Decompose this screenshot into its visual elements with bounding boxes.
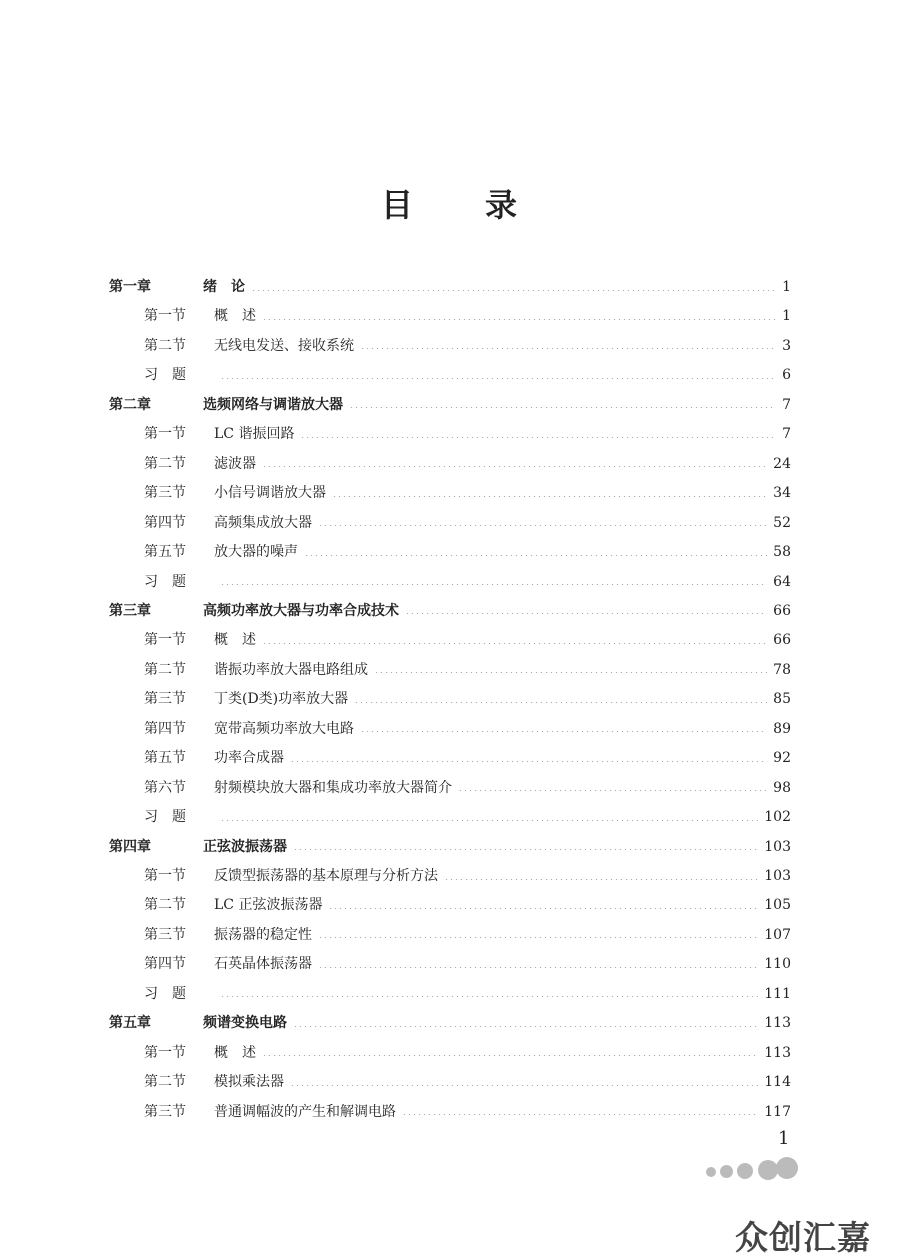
toc-entry-page: 6 <box>782 367 791 384</box>
toc-entry-page: 52 <box>773 514 791 531</box>
toc-entry-title: 模拟乘法器 <box>214 1074 284 1091</box>
decoration-dot <box>737 1163 753 1179</box>
toc-section-row <box>144 452 791 476</box>
toc-chapter-row <box>109 1011 791 1035</box>
toc-section-row <box>144 1070 791 1094</box>
toc-entry-title: 石英晶体振荡器 <box>214 956 312 973</box>
decoration-dot <box>706 1167 716 1177</box>
toc-entry-number: 第四章 <box>109 838 151 855</box>
toc-section-row <box>144 540 791 564</box>
toc-entry-page: 78 <box>773 661 791 678</box>
toc-entry-page: 85 <box>773 691 791 708</box>
decoration-dot <box>720 1165 733 1178</box>
toc-section-row <box>144 982 791 1006</box>
decoration-dot <box>776 1157 798 1179</box>
toc-entry-label <box>144 481 326 505</box>
dot-leader <box>360 348 776 349</box>
toc-entry-label <box>144 982 214 1006</box>
toc-entry-title: 绪 论 <box>203 279 245 295</box>
toc-entry-title: 频谱变换电路 <box>203 1015 287 1032</box>
toc-entry-title: 反馈型振荡器的基本原理与分析方法 <box>214 868 438 884</box>
dot-leader <box>220 584 767 585</box>
toc-entry-page: 103 <box>764 838 791 855</box>
toc-section-row <box>144 481 791 505</box>
toc-entry-title: 放大器的噪声 <box>214 544 298 561</box>
toc-section-row <box>144 952 791 976</box>
dot-leader <box>405 613 767 614</box>
toc-entry-title: 丁类(D类)功率放大器 <box>214 691 349 708</box>
toc-entry-number: 第五章 <box>109 1015 151 1032</box>
page-decoration-dots <box>706 1156 796 1182</box>
toc-entry-number: 第二节 <box>144 897 186 914</box>
toc-entry-number: 第三节 <box>144 926 186 943</box>
toc-entry-page: 64 <box>773 573 791 590</box>
page-number: 1 <box>778 1128 790 1149</box>
toc-entry-number: 第二节 <box>144 661 186 678</box>
toc-entry-label <box>144 540 298 564</box>
toc-entry-number: 第二章 <box>109 396 151 413</box>
dot-leader <box>262 643 767 644</box>
toc-entry-number: 第四节 <box>144 720 186 737</box>
toc-entry-page: 1 <box>782 279 791 295</box>
toc-entry-page: 66 <box>773 602 791 619</box>
dot-leader <box>304 555 767 556</box>
toc-section-row <box>144 304 791 328</box>
toc-section-row <box>144 687 791 711</box>
toc-entry-title: 选频网络与调谐放大器 <box>203 396 343 413</box>
dot-leader <box>300 437 776 438</box>
toc-entry-title: 宽带高频功率放大电路 <box>214 720 354 737</box>
toc-section-row <box>144 658 791 682</box>
toc-entry-number: 习 题 <box>144 573 186 590</box>
toc-entry-page: 24 <box>773 455 791 472</box>
dot-leader <box>458 790 767 791</box>
toc-entry-title: 功率合成器 <box>214 750 284 767</box>
toc-entry-title: 概 述 <box>214 632 256 649</box>
toc-entry-number: 第四节 <box>144 514 186 531</box>
toc-entry-title: LC 谐振回路 <box>214 426 295 443</box>
toc-entry-page: 107 <box>764 926 791 943</box>
dot-leader <box>290 1085 758 1086</box>
dot-leader <box>251 290 776 291</box>
toc-entry-title: 射频模块放大器和集成功率放大器简介 <box>214 779 452 796</box>
toc-entry-page: 102 <box>764 809 791 826</box>
toc-entry-label <box>144 776 452 800</box>
toc-entry-label <box>144 805 214 829</box>
toc-section-row <box>144 1041 791 1065</box>
toc-section-row <box>144 334 791 358</box>
toc-entry-title: 谐振功率放大器电路组成 <box>214 661 368 678</box>
toc-entry-number: 习 题 <box>144 367 186 384</box>
dot-leader <box>354 702 767 703</box>
toc-entry-number: 第一节 <box>144 308 186 325</box>
toc-entry-label <box>144 1070 284 1094</box>
toc-entry-label <box>144 1100 396 1124</box>
toc-entry-label <box>144 422 294 446</box>
toc-entry-page: 110 <box>764 956 791 973</box>
toc-entry-page: 89 <box>773 720 791 737</box>
toc-chapter-row <box>109 393 791 417</box>
toc-entry-title: 概 述 <box>214 1044 256 1061</box>
toc-entry-number: 第二节 <box>144 455 186 472</box>
toc-entry-number: 第四节 <box>144 956 186 973</box>
toc-entry-title: 普通调幅波的产生和解调电路 <box>214 1103 396 1120</box>
toc-entry-number: 第一节 <box>144 632 186 649</box>
title-char-2: 录 <box>485 186 520 224</box>
toc-section-row <box>144 746 791 770</box>
toc-entry-page: 66 <box>773 632 791 649</box>
dot-leader <box>444 879 758 880</box>
toc-entry-page: 113 <box>764 1044 791 1061</box>
toc-entry-page: 114 <box>764 1074 791 1091</box>
toc-entry-page: 98 <box>773 779 791 796</box>
toc-entry-label <box>109 599 399 623</box>
toc-section-row <box>144 805 791 829</box>
toc-entry-title: 高频功率放大器与功率合成技术 <box>203 602 399 619</box>
toc-entry-page: 7 <box>782 426 791 443</box>
toc-entry-number: 第一章 <box>109 279 151 295</box>
toc-entry-number: 第二节 <box>144 337 186 354</box>
toc-entry-number: 第三章 <box>109 602 151 619</box>
toc-section-row <box>144 422 791 446</box>
toc-entry-number: 第一节 <box>144 868 186 884</box>
toc-entry-label <box>109 835 287 859</box>
toc-entry-label <box>144 893 322 917</box>
toc-entry-title: 正弦波振荡器 <box>203 838 287 855</box>
toc-section-row <box>144 1100 791 1124</box>
toc-entry-label <box>144 570 214 594</box>
toc-entry-title: 概 述 <box>214 308 256 325</box>
toc-chapter-row <box>109 835 791 859</box>
toc-entry-title: 高频集成放大器 <box>214 514 312 531</box>
toc-entry-number: 第三节 <box>144 1103 186 1120</box>
toc-entry-number: 第五节 <box>144 544 186 561</box>
toc-section-row <box>144 893 791 917</box>
toc-entry-number: 第三节 <box>144 691 186 708</box>
dot-leader <box>402 1114 758 1115</box>
toc-entry-label <box>144 628 256 652</box>
toc-entry-number: 第六节 <box>144 779 186 796</box>
toc-section-row <box>144 717 791 741</box>
toc-entry-page: 103 <box>764 868 791 884</box>
toc-section-row <box>144 776 791 800</box>
toc-entry-label <box>109 1011 287 1035</box>
toc-entry-label <box>144 746 284 770</box>
dot-leader <box>318 937 758 938</box>
toc-section-row <box>144 363 791 387</box>
toc-entry-label <box>144 1041 256 1065</box>
dot-leader <box>290 761 767 762</box>
toc-entry-page: 105 <box>764 897 791 914</box>
toc-section-row <box>144 570 791 594</box>
dot-leader <box>262 319 776 320</box>
dot-leader <box>374 672 767 673</box>
toc-entry-title: LC 正弦波振荡器 <box>214 897 323 914</box>
toc-entry-page: 58 <box>773 544 791 561</box>
toc-entry-label <box>144 658 368 682</box>
dot-leader <box>262 1055 758 1056</box>
toc-entry-page: 3 <box>782 337 791 354</box>
dot-leader <box>349 407 776 408</box>
toc-entry-title: 小信号调谐放大器 <box>214 485 326 502</box>
dot-leader <box>318 967 758 968</box>
toc-entry-page: 1 <box>782 308 791 325</box>
dot-leader <box>360 731 767 732</box>
toc-entry-label <box>144 334 354 358</box>
toc-entry-number: 习 题 <box>144 985 186 1002</box>
dot-leader <box>293 849 758 850</box>
dot-leader <box>220 996 758 997</box>
toc-entry-number: 第二节 <box>144 1074 186 1091</box>
toc-entry-label <box>144 363 214 387</box>
toc-entry-label <box>144 452 256 476</box>
toc-entry-page: 7 <box>782 396 791 413</box>
toc-entry-title: 滤波器 <box>214 455 256 472</box>
toc-entry-label <box>144 864 438 888</box>
toc-entry-label <box>109 275 245 299</box>
dot-leader <box>220 378 776 379</box>
toc-entry-title: 无线电发送、接收系统 <box>214 337 354 354</box>
dot-leader <box>332 496 767 497</box>
decoration-dot <box>758 1160 778 1180</box>
toc-entry-page: 111 <box>764 985 791 1002</box>
toc-entry-page: 117 <box>764 1103 791 1120</box>
toc-chapter-row <box>109 599 791 623</box>
toc-entry-page: 92 <box>773 750 791 767</box>
toc-entry-page: 113 <box>764 1015 791 1032</box>
toc-entry-title: 振荡器的稳定性 <box>214 926 312 943</box>
dot-leader <box>328 908 758 909</box>
dot-leader <box>220 820 758 821</box>
toc-entry-number: 第一节 <box>144 426 186 443</box>
title-char-1: 目 <box>381 186 416 224</box>
toc-chapter-row <box>109 275 791 299</box>
toc-entry-label <box>144 687 348 711</box>
dot-leader <box>318 525 767 526</box>
toc-section-row <box>144 628 791 652</box>
dot-leader <box>293 1026 758 1027</box>
toc-entry-label <box>144 923 312 947</box>
toc-entry-label <box>144 511 312 535</box>
toc-entry-label <box>109 393 343 417</box>
toc-entry-number: 第一节 <box>144 1044 186 1061</box>
toc-entry-label <box>144 952 312 976</box>
toc-section-row <box>144 511 791 535</box>
toc-entry-label <box>144 717 354 741</box>
toc-entry-number: 习 题 <box>144 809 186 826</box>
toc-section-row <box>144 864 791 888</box>
toc-section-row <box>144 923 791 947</box>
toc-entry-number: 第三节 <box>144 485 186 502</box>
toc-entry-page: 34 <box>773 485 791 502</box>
toc-entry-number: 第五节 <box>144 750 186 767</box>
dot-leader <box>262 466 767 467</box>
watermark-logo: 众创汇嘉 <box>735 1218 871 1257</box>
toc-entry-label <box>144 304 256 328</box>
